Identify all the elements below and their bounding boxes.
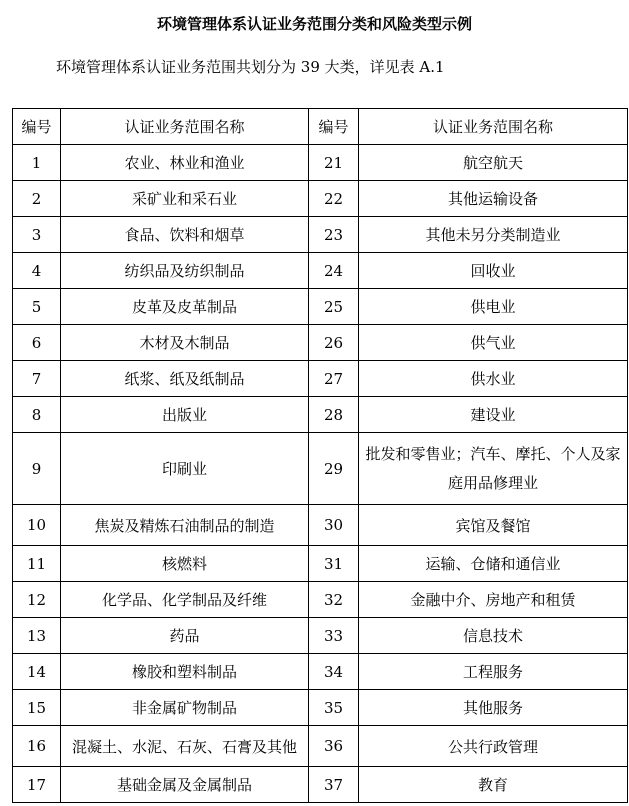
row-number: 13 xyxy=(13,618,61,654)
row-number: 27 xyxy=(309,361,359,397)
row-number: 9 xyxy=(13,433,61,505)
table-row xyxy=(13,618,628,654)
row-number: 28 xyxy=(309,397,359,433)
row-number: 31 xyxy=(309,546,359,582)
row-scope-name: 橡胶和塑料制品 xyxy=(61,654,309,690)
row-scope-name: 食品、饮料和烟草 xyxy=(61,217,309,253)
table-row xyxy=(13,181,628,217)
row-scope-name: 化学品、化学制品及纤维 xyxy=(61,582,309,618)
page-title: 环境管理体系认证业务范围分类和风险类型示例 xyxy=(156,15,472,33)
table-row xyxy=(13,253,628,289)
row-scope-name: 基础金属及金属制品 xyxy=(61,767,309,803)
row-scope-name: 公共行政管理 xyxy=(359,726,628,767)
row-number: 5 xyxy=(13,289,61,325)
row-scope-name: 焦炭及精炼石油制品的制造 xyxy=(61,505,309,546)
row-scope-name: 皮革及皮革制品 xyxy=(61,289,309,325)
row-scope-name: 农业、林业和渔业 xyxy=(61,145,309,181)
row-scope-name: 批发和零售业；汽车、摩托、个人及家庭用品修理业 xyxy=(359,433,628,505)
header-number: 编号 xyxy=(13,109,61,145)
row-scope-name: 金融中介、房地产和租赁 xyxy=(359,582,628,618)
row-number: 10 xyxy=(13,505,61,546)
row-scope-name: 运输、仓储和通信业 xyxy=(359,546,628,582)
intro-text: 环境管理体系认证业务范围共划分为 39 大类，详见表 A.1 xyxy=(56,58,445,76)
row-number: 15 xyxy=(13,690,61,726)
row-number: 33 xyxy=(309,618,359,654)
row-number: 3 xyxy=(13,217,61,253)
row-scope-name: 供水业 xyxy=(359,361,628,397)
row-scope-name: 供气业 xyxy=(359,325,628,361)
row-scope-name: 非金属矿物制品 xyxy=(61,690,309,726)
row-scope-name: 印刷业 xyxy=(61,433,309,505)
row-scope-name: 药品 xyxy=(61,618,309,654)
row-number: 23 xyxy=(309,217,359,253)
table-row xyxy=(13,289,628,325)
row-number: 2 xyxy=(13,181,61,217)
row-number: 34 xyxy=(309,654,359,690)
header-number: 编号 xyxy=(309,109,359,145)
row-scope-name: 其他运输设备 xyxy=(359,181,628,217)
table-row xyxy=(13,325,628,361)
row-number: 12 xyxy=(13,582,61,618)
row-scope-name: 木材及木制品 xyxy=(61,325,309,361)
row-scope-name: 纸浆、纸及纸制品 xyxy=(61,361,309,397)
row-number: 37 xyxy=(309,767,359,803)
row-number: 8 xyxy=(13,397,61,433)
row-number: 24 xyxy=(309,253,359,289)
row-scope-name: 供电业 xyxy=(359,289,628,325)
row-number: 36 xyxy=(309,726,359,767)
row-number: 32 xyxy=(309,582,359,618)
row-number: 7 xyxy=(13,361,61,397)
row-scope-name: 建设业 xyxy=(359,397,628,433)
row-number: 14 xyxy=(13,654,61,690)
table-row xyxy=(13,361,628,397)
row-number: 29 xyxy=(309,433,359,505)
row-scope-name: 采矿业和采石业 xyxy=(61,181,309,217)
row-scope-name: 其他服务 xyxy=(359,690,628,726)
row-number: 6 xyxy=(13,325,61,361)
scope-table xyxy=(12,108,628,803)
header-scope-name: 认证业务范围名称 xyxy=(61,109,309,145)
row-number: 1 xyxy=(13,145,61,181)
table-header-row xyxy=(13,109,628,145)
table-row xyxy=(13,767,628,803)
row-number: 4 xyxy=(13,253,61,289)
table-row xyxy=(13,582,628,618)
row-number: 22 xyxy=(309,181,359,217)
table-row xyxy=(13,217,628,253)
table-row xyxy=(13,546,628,582)
row-scope-name: 信息技术 xyxy=(359,618,628,654)
row-scope-name: 混凝土、水泥、石灰、石膏及其他 xyxy=(61,726,309,767)
row-number: 16 xyxy=(13,726,61,767)
row-number: 17 xyxy=(13,767,61,803)
table-row xyxy=(13,690,628,726)
table-row xyxy=(13,397,628,433)
table-row xyxy=(13,654,628,690)
row-scope-name: 回收业 xyxy=(359,253,628,289)
row-scope-name: 教育 xyxy=(359,767,628,803)
table-row xyxy=(13,433,628,505)
row-scope-name: 其他未另分类制造业 xyxy=(359,217,628,253)
row-number: 26 xyxy=(309,325,359,361)
row-number: 25 xyxy=(309,289,359,325)
row-scope-name: 航空航天 xyxy=(359,145,628,181)
row-number: 35 xyxy=(309,690,359,726)
row-number: 21 xyxy=(309,145,359,181)
row-scope-name: 纺织品及纺织制品 xyxy=(61,253,309,289)
table-row xyxy=(13,145,628,181)
table-row xyxy=(13,726,628,767)
row-scope-name: 工程服务 xyxy=(359,654,628,690)
header-scope-name: 认证业务范围名称 xyxy=(359,109,628,145)
row-scope-name: 核燃料 xyxy=(61,546,309,582)
row-number: 11 xyxy=(13,546,61,582)
row-number: 30 xyxy=(309,505,359,546)
row-scope-name: 出版业 xyxy=(61,397,309,433)
table-row xyxy=(13,505,628,546)
row-scope-name: 宾馆及餐馆 xyxy=(359,505,628,546)
